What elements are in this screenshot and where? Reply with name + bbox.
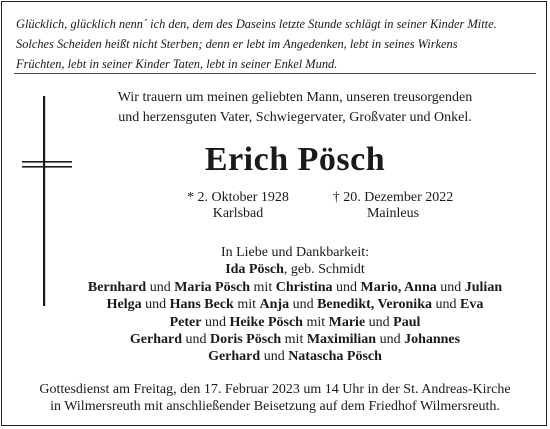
family-member: Paul (393, 314, 421, 330)
family-member: Anja (259, 297, 290, 313)
family-member: Marie (328, 314, 366, 330)
mourning-intro (85, 88, 505, 128)
family-connector: mit (233, 297, 260, 313)
family-connector: und (332, 279, 361, 295)
family-line (85, 314, 505, 331)
family-member: Heike Pösch (229, 314, 303, 330)
family-member: Peter (169, 314, 202, 330)
family-connector: und (146, 279, 175, 295)
family-connector: und (201, 314, 230, 330)
family-line (85, 331, 505, 348)
family-member: Gerhard (208, 349, 261, 365)
family-member: Helga (106, 297, 142, 313)
funeral-service-info (10, 381, 540, 415)
family-heading: In Liebe und Dankbarkeit: (220, 245, 370, 260)
family-connector: und (182, 332, 210, 348)
family-line (85, 348, 505, 365)
quote-line: Glücklich, glücklich nenn´ ich den, dem des Daseins letzte Stunde schlägt in seiner Kinder Mitte. (16, 17, 497, 31)
birth-date: * 2. Oktober 1928 (187, 190, 289, 205)
intro-line: und herzensguten Vater, Schwiegervater, Großvater und Onkel. (118, 110, 472, 125)
latin-cross-icon (22, 96, 72, 306)
family-connector: und (376, 332, 405, 348)
family-connector: und (289, 297, 318, 313)
family-connector: mit (250, 279, 276, 295)
service-line: in Wilmersreuth mit anschließender Beisetzung auf dem Friedhof Wilmersreuth. (50, 399, 500, 414)
family-member: Maximilian (306, 332, 377, 348)
family-member: Ida Pösch (225, 262, 284, 278)
family-line (85, 296, 505, 313)
family-connector: , geb. Schmidt (283, 262, 365, 278)
family-member: Benedikt, Veronika (317, 297, 432, 313)
family-member: Christina (275, 279, 333, 295)
family-connector: mit (281, 332, 307, 348)
family-member: Eva (459, 297, 484, 313)
memorial-quote (16, 14, 536, 74)
family-member: Julian (464, 279, 503, 295)
family-member: Natascha Pösch (288, 349, 382, 365)
family-member: Bernhard (87, 279, 147, 295)
birth-info (168, 190, 308, 222)
family-connector: und (260, 349, 289, 365)
death-info (318, 190, 468, 222)
death-date: † 20. Dezember 2022 (332, 190, 454, 205)
family-connector: mit (302, 314, 329, 330)
family-member: Johannes (404, 332, 461, 348)
family-member: Maria Pösch (174, 279, 251, 295)
family-member: Hans Beck (169, 297, 234, 313)
family-connector: und (365, 314, 394, 330)
service-line: Gottesdienst am Freitag, den 17. Februar 2023 um 14 Uhr in der St. Andreas-Kirche (39, 382, 511, 397)
family-member: Mario, Anna (360, 279, 437, 295)
family-line (85, 261, 505, 278)
divider-line (14, 73, 536, 74)
birth-place: Karlsbad (212, 206, 264, 221)
family-line (85, 279, 505, 296)
family-list (85, 244, 505, 366)
quote-line: Solches Scheiden heißt nicht Sterben; denn er lebt im Angedenken, lebt in seines Wirkens (16, 37, 458, 51)
quote-line: Früchten, lebt in seiner Kinder Taten, lebt in seiner Enkel Mund. (16, 57, 338, 71)
death-place: Mainleus (366, 206, 420, 221)
family-member: Doris Pösch (210, 332, 282, 348)
deceased-name: Erich Pösch (204, 141, 386, 178)
family-member: Gerhard (129, 332, 182, 348)
family-connector: und (431, 297, 460, 313)
family-connector: und (436, 279, 465, 295)
intro-line: Wir trauern um meinen geliebten Mann, unseren treusorgenden (117, 90, 473, 105)
family-connector: und (141, 297, 170, 313)
